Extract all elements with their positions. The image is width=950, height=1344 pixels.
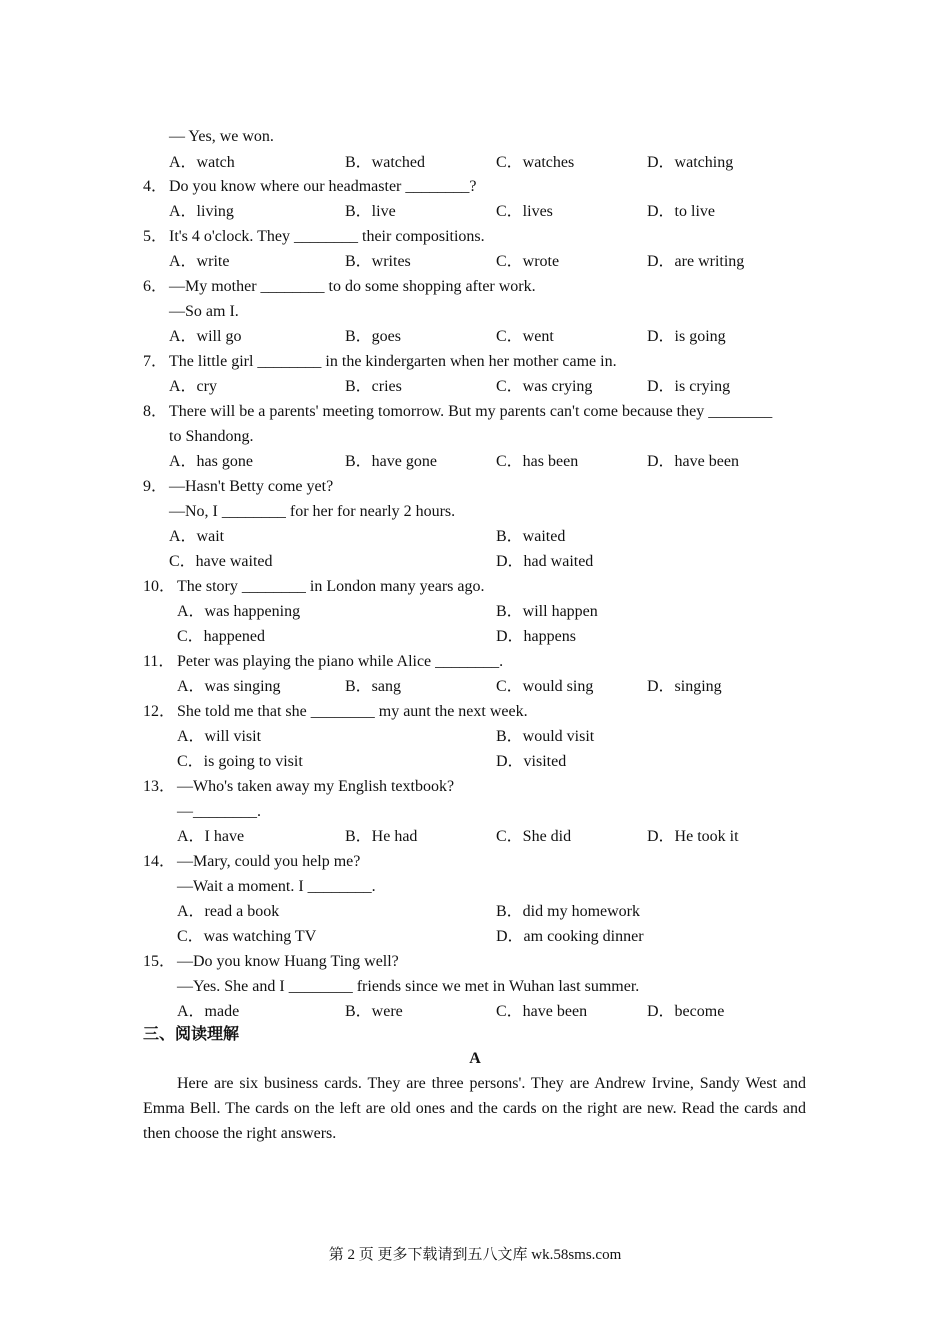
option-d: D．is going xyxy=(647,328,726,345)
question-number: 13． xyxy=(143,778,176,795)
option-a: A．will go xyxy=(169,328,242,345)
question-stem: —Do you know Huang Ting well? xyxy=(177,953,399,970)
question-stem: —So am I. xyxy=(169,303,239,320)
question-stem: —My mother ________ to do some shopping after work. xyxy=(169,278,536,295)
option-b: B．will happen xyxy=(496,603,598,620)
option-b: B．sang xyxy=(345,678,402,695)
question-number: 7． xyxy=(143,353,168,370)
option-b: B．waited xyxy=(496,528,566,545)
option-b: B．writes xyxy=(345,253,411,270)
question-stem: —Yes. She and I ________ friends since we met in Wuhan last summer. xyxy=(177,978,640,995)
question-number: 12． xyxy=(143,703,176,720)
question-number: 6． xyxy=(143,278,168,295)
option-c: C．has been xyxy=(496,453,579,470)
option-a: A．was happening xyxy=(177,603,301,620)
page-footer: 第 2 页 更多下载请到五八文库 wk.58sms.com xyxy=(328,1247,622,1263)
option-b: B．live xyxy=(345,203,396,220)
option-a: A．wait xyxy=(169,528,225,545)
option-d: D．have been xyxy=(647,453,739,470)
question-stem: Do you know where our headmaster ________? xyxy=(169,178,477,195)
option-c: C．was crying xyxy=(496,378,593,395)
option-c: C．was watching TV xyxy=(177,928,317,945)
prev-question-answer: — Yes, we won. xyxy=(169,128,274,145)
passage-label: A xyxy=(469,1050,481,1067)
option-a: A．was singing xyxy=(177,678,281,695)
question-number: 10． xyxy=(143,578,176,595)
prev-option-c: C．watches xyxy=(496,154,575,171)
option-d: D．visited xyxy=(496,753,567,770)
question-number: 14． xyxy=(143,853,176,870)
option-a: A．cry xyxy=(169,378,217,395)
option-a: A．living xyxy=(169,203,234,220)
option-c: C．She did xyxy=(496,828,572,845)
option-d: D．am cooking dinner xyxy=(496,928,644,945)
option-d: D．is crying xyxy=(647,378,731,395)
question-stem: to Shandong. xyxy=(169,428,254,445)
question-number: 11． xyxy=(143,653,175,670)
question-stem: —________. xyxy=(177,803,261,820)
prev-option-d: D．watching xyxy=(647,154,734,171)
option-d: D．He took it xyxy=(647,828,739,845)
question-number: 8． xyxy=(143,403,168,420)
question-stem: —Who's taken away my English textbook? xyxy=(177,778,455,795)
option-b: B．goes xyxy=(345,328,402,345)
option-c: C．went xyxy=(496,328,554,345)
option-b: B．have gone xyxy=(345,453,437,470)
question-number: 5． xyxy=(143,228,168,245)
passage-text: Here are six business cards. They are three persons'. They are Andrew Irvine, Sandy West and Emma Bell. The cards on the left are old ones and the cards on the right are new. Read the cards and then choose the right answers. xyxy=(143,1075,806,1142)
question-stem: —No, I ________ for her for nearly 2 hours. xyxy=(169,503,456,520)
option-d: D．are writing xyxy=(647,253,745,270)
option-a: A．I have xyxy=(177,828,245,845)
option-a: A．has gone xyxy=(169,453,253,470)
option-c: C．lives xyxy=(496,203,553,220)
option-c: C．would sing xyxy=(496,678,594,695)
option-b: B．would visit xyxy=(496,728,595,745)
option-c: C．wrote xyxy=(496,253,560,270)
option-d: D．happens xyxy=(496,628,576,645)
option-c: C．have waited xyxy=(169,553,273,570)
option-c: C．happened xyxy=(177,628,265,645)
option-b: B．were xyxy=(345,1003,403,1020)
option-a: A．write xyxy=(169,253,230,270)
question-stem: The little girl ________ in the kindergarten when her mother came in. xyxy=(169,353,617,370)
option-c: C．is going to visit xyxy=(177,753,303,770)
question-stem: There will be a parents' meeting tomorrow. But my parents can't come because they ________ xyxy=(169,403,773,420)
section-title: 三、阅读理解 xyxy=(143,1026,240,1043)
question-stem: —Mary, could you help me? xyxy=(177,853,361,870)
option-d: D．singing xyxy=(647,678,722,695)
question-stem: It's 4 o'clock. They ________ their compositions. xyxy=(169,228,485,245)
question-stem: —Wait a moment. I ________. xyxy=(177,878,376,895)
question-number: 4． xyxy=(143,178,168,195)
question-stem: —Hasn't Betty come yet? xyxy=(169,478,334,495)
question-stem: Peter was playing the piano while Alice ________. xyxy=(177,653,504,670)
prev-option-b: B．watched xyxy=(345,154,425,171)
option-b: B．cries xyxy=(345,378,402,395)
option-a: A．read a book xyxy=(177,903,280,920)
option-b: B．He had xyxy=(345,828,418,845)
prev-option-a: A．watch xyxy=(169,154,235,171)
question-stem: She told me that she ________ my aunt the next week. xyxy=(177,703,528,720)
option-b: B．did my homework xyxy=(496,903,640,920)
option-d: D．had waited xyxy=(496,553,594,570)
option-d: D．to live xyxy=(647,203,715,220)
question-number: 9． xyxy=(143,478,168,495)
option-c: C．have been xyxy=(496,1003,588,1020)
question-stem: The story ________ in London many years ago. xyxy=(177,578,485,595)
option-a: A．made xyxy=(177,1003,240,1020)
option-a: A．will visit xyxy=(177,728,262,745)
question-number: 15． xyxy=(143,953,176,970)
option-d: D．become xyxy=(647,1003,725,1020)
